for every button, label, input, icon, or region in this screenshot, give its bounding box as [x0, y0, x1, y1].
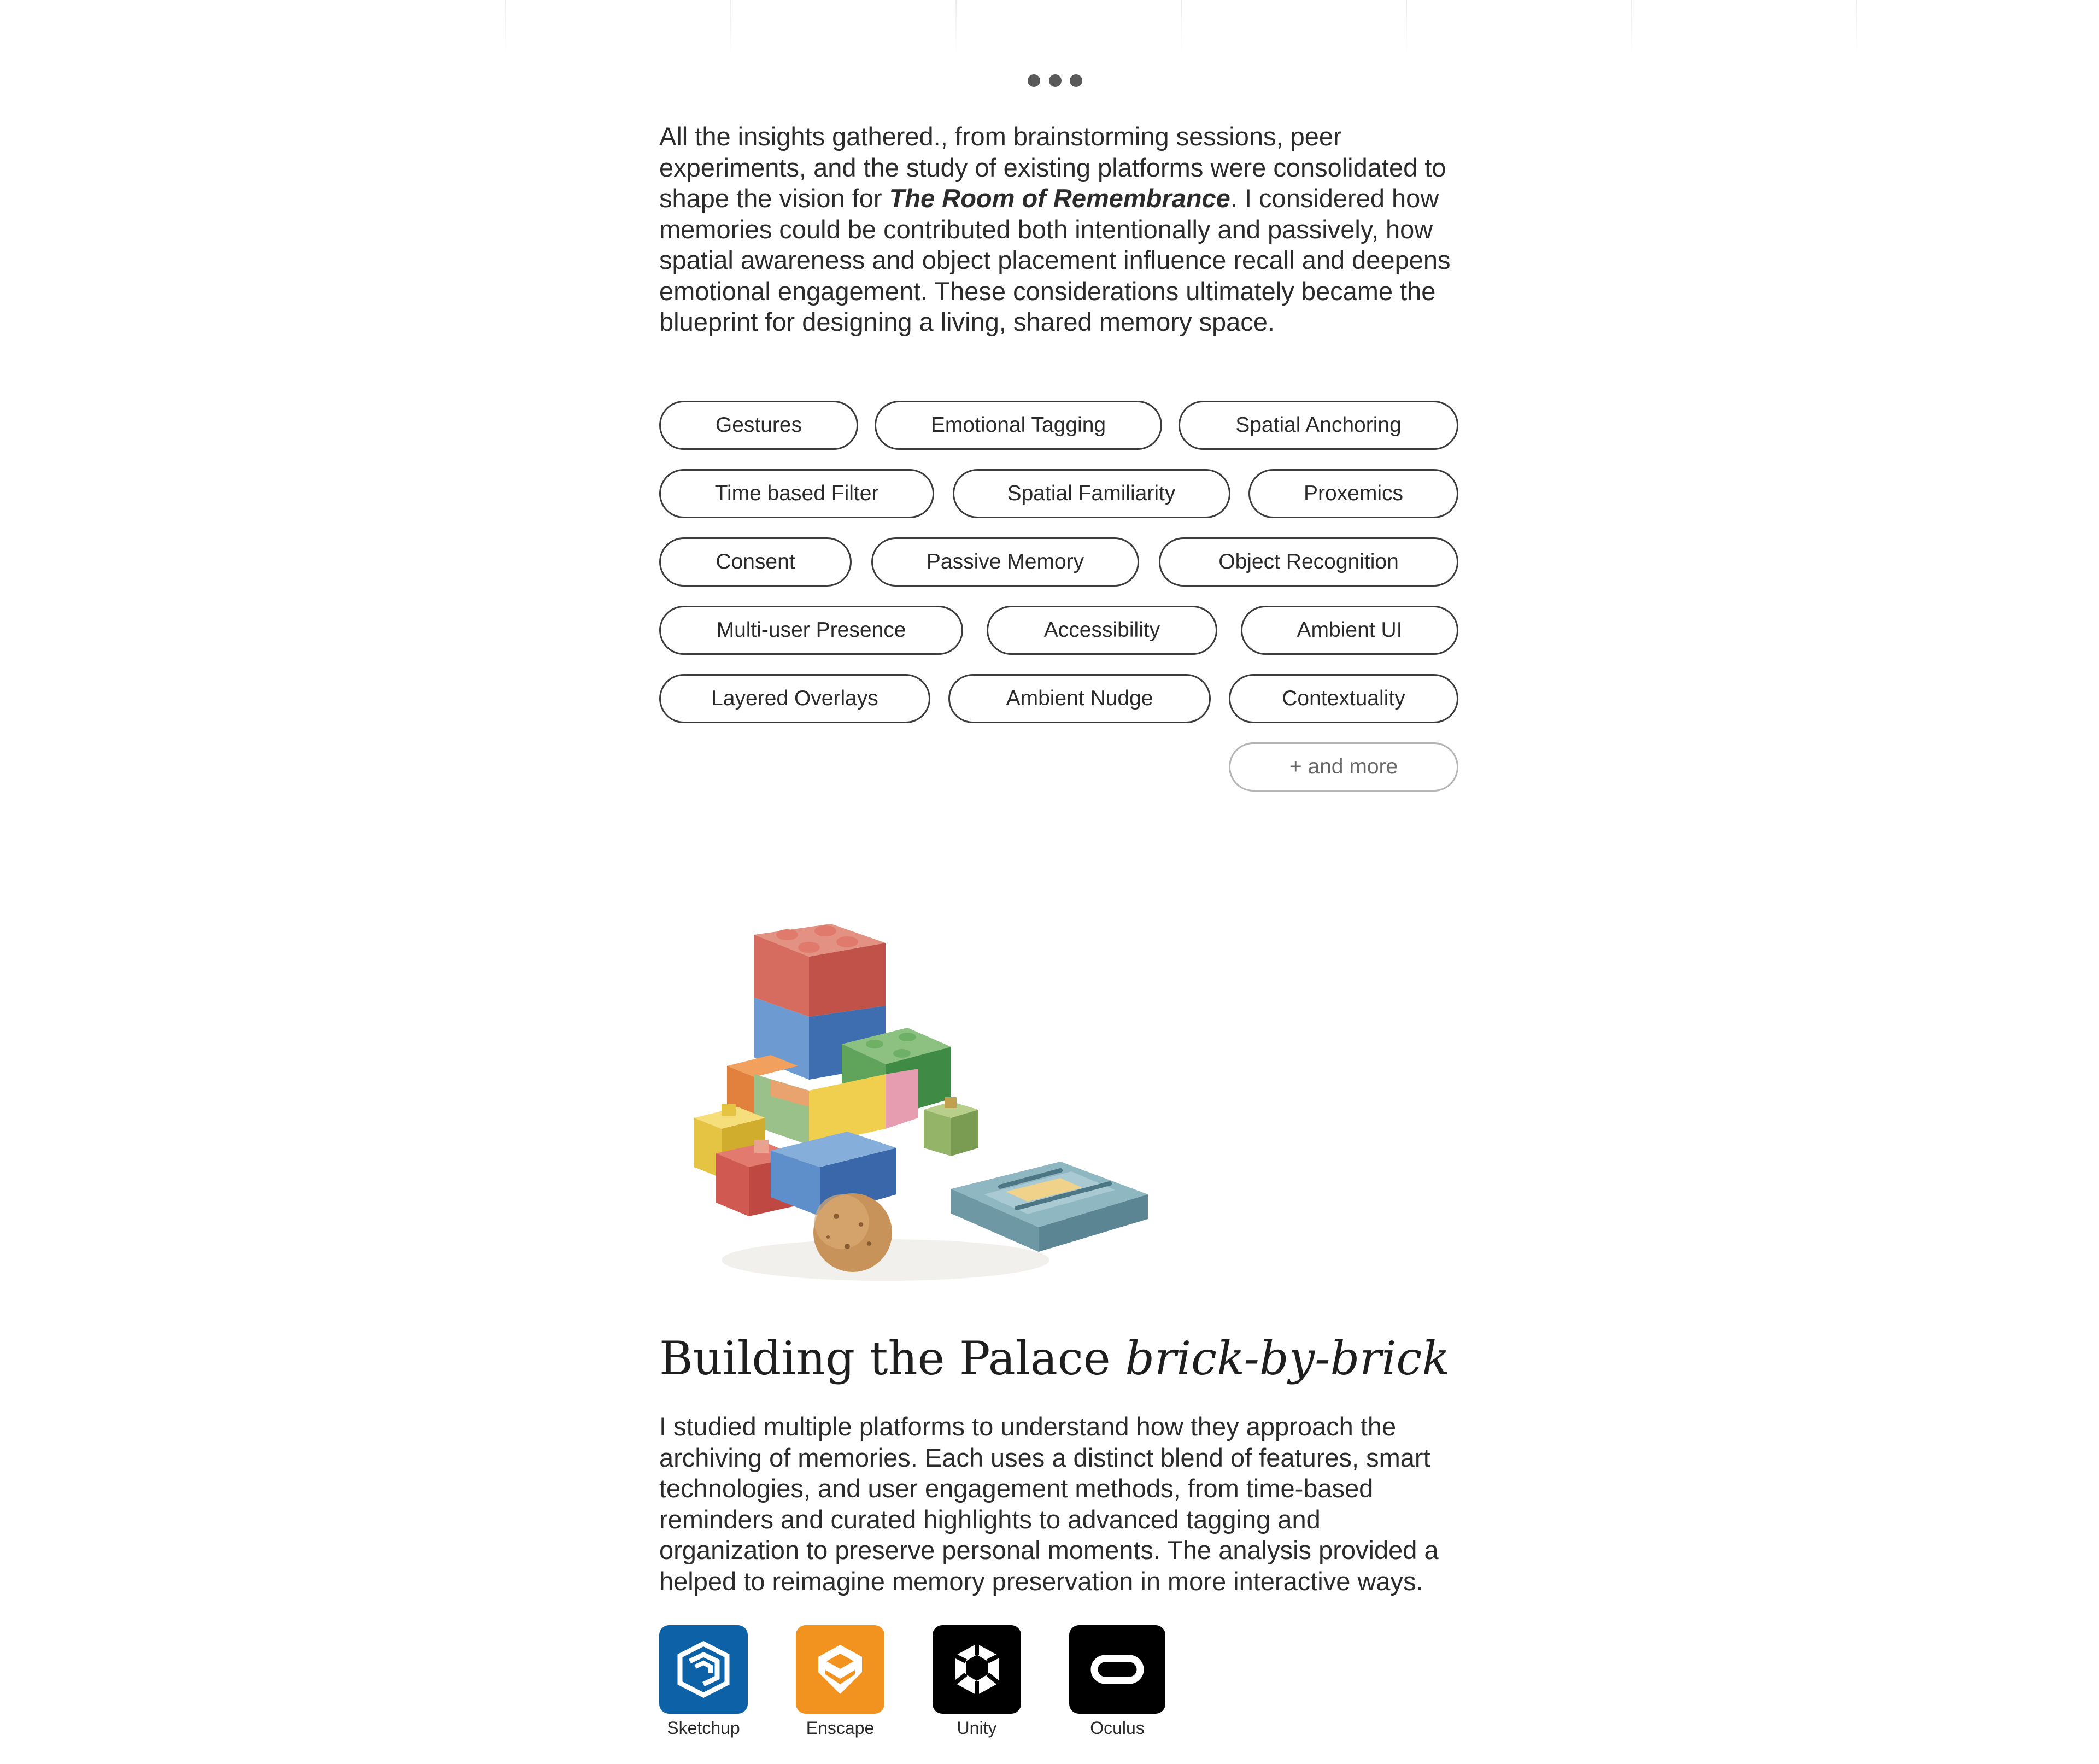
- tag-chip[interactable]: Emotional Tagging: [875, 401, 1162, 450]
- feature-tags: [659, 401, 1458, 811]
- tag-chip[interactable]: Ambient UI: [1241, 606, 1458, 655]
- tag-row: [659, 674, 1458, 723]
- tag-chip[interactable]: Spatial Familiarity: [953, 469, 1230, 518]
- tag-chip[interactable]: Gestures: [659, 401, 858, 450]
- tag-chip[interactable]: Passive Memory: [871, 537, 1139, 587]
- middle-blocks: [754, 1069, 918, 1145]
- ball-shape: [813, 1193, 892, 1272]
- tool-label: Oculus: [1090, 1718, 1145, 1738]
- column-guides: [0, 0, 2099, 55]
- tag-chip[interactable]: Multi-user Presence: [659, 606, 963, 655]
- tag-row: [659, 537, 1458, 587]
- intro-text-end: . I considered how memories could be contributed both intentionally and passively, how spatial awareness and object placement influence recall and deepens emotional engagement. These considerations ultimately became the blueprint for designing a living, shared memory space.: [659, 184, 1451, 336]
- tag-row: [659, 469, 1458, 518]
- project-name: The Room of Remembrance: [889, 184, 1230, 213]
- tag-chip[interactable]: Object Recognition: [1159, 537, 1458, 587]
- study-paragraph: I studied multiple platforms to understand how they approach the archiving of memories. Each uses a distinct blend of features, smart technologies, and user engagement methods, from time-based reminders and curated highlights to advanced tagging and organization to preserve personal moments. The analysis provided a helped to reimagine memory preservation in more interactive ways.: [659, 1412, 1439, 1596]
- more-tags-button[interactable]: + and more: [1229, 742, 1458, 792]
- section-title-text: Building the Palace: [659, 1332, 1125, 1385]
- tray-shape: [951, 1162, 1148, 1252]
- tool-enscape[interactable]: [796, 1625, 884, 1738]
- tag-chip[interactable]: Consent: [659, 537, 852, 587]
- tag-row: [659, 742, 1458, 792]
- tool-oculus[interactable]: [1069, 1625, 1165, 1738]
- section-title: [659, 1328, 1450, 1388]
- toy-blocks-illustration: [678, 910, 1159, 1304]
- sketchup-icon: [659, 1625, 748, 1714]
- tag-chip[interactable]: Contextuality: [1229, 674, 1458, 723]
- tool-sketchup[interactable]: [659, 1625, 748, 1738]
- tool-list: [659, 1625, 1213, 1738]
- tool-label: Unity: [957, 1718, 997, 1738]
- red-block: [754, 924, 886, 1017]
- oculus-icon: [1069, 1625, 1165, 1714]
- tag-chip[interactable]: Proxemics: [1248, 469, 1458, 518]
- unity-icon: [933, 1625, 1021, 1714]
- intro-paragraph: [659, 121, 1457, 338]
- small-green-block: [924, 1097, 978, 1156]
- tool-label: Enscape: [806, 1718, 875, 1738]
- tag-chip[interactable]: Ambient Nudge: [948, 674, 1211, 723]
- section-title-accent: brick-by-brick: [1125, 1332, 1450, 1385]
- tool-label: Sketchup: [667, 1718, 740, 1738]
- tag-row: [659, 401, 1458, 450]
- tag-chip[interactable]: Spatial Anchoring: [1179, 401, 1458, 450]
- tag-row: [659, 606, 1458, 655]
- enscape-icon: [796, 1625, 884, 1714]
- tool-unity[interactable]: [933, 1625, 1021, 1738]
- tag-chip[interactable]: Layered Overlays: [659, 674, 930, 723]
- tag-chip[interactable]: Time based Filter: [659, 469, 934, 518]
- ellipsis-icon[interactable]: [1028, 72, 1082, 89]
- tag-chip[interactable]: Accessibility: [987, 606, 1217, 655]
- intro-text-start: All the insights gathered., from brainstorming sessions, peer experiments, and the study of existing platforms were consolidated to shape the vision for: [659, 122, 1446, 213]
